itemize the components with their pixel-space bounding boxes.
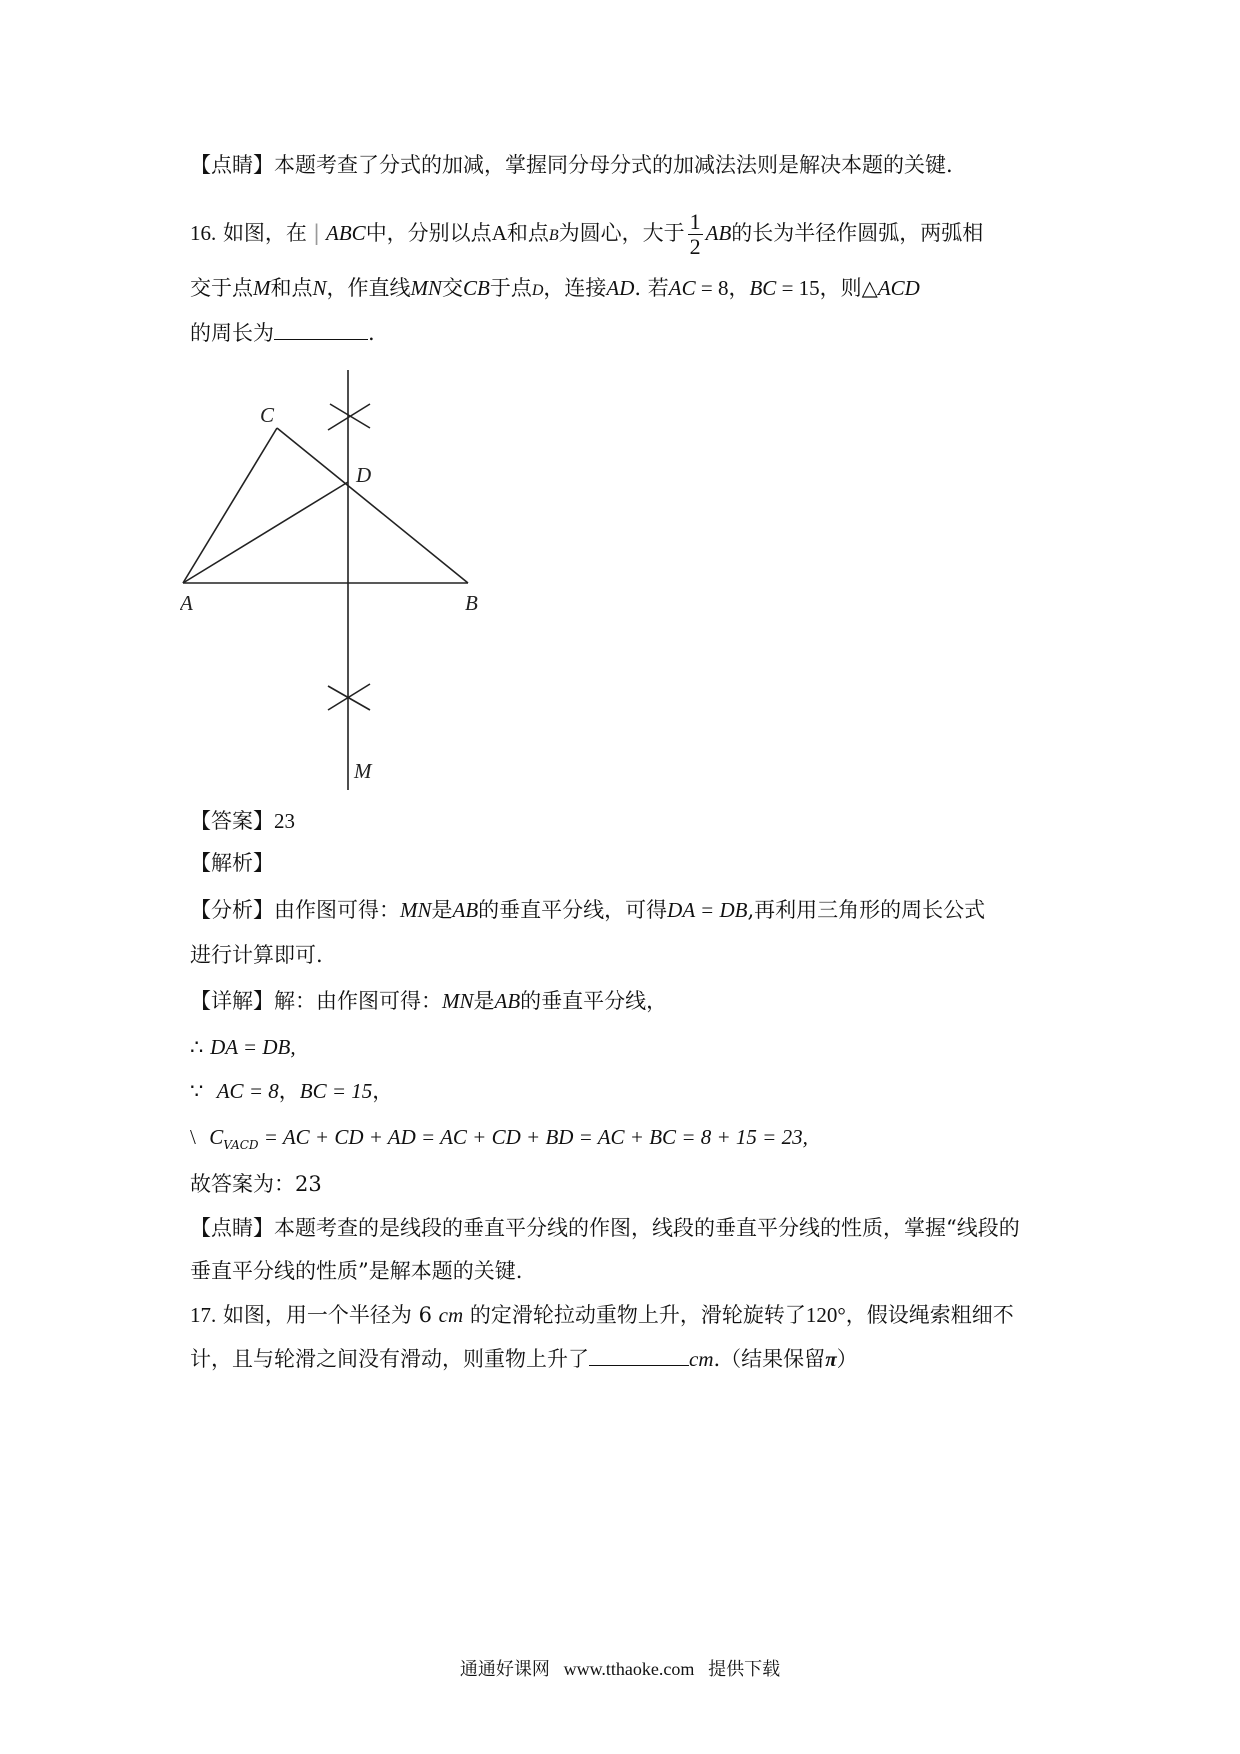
xiangjie-equation-1: DA = DB, bbox=[210, 1035, 296, 1059]
q16-line-1 bbox=[190, 210, 983, 259]
fenxi-text: 的垂直平分线，可得 bbox=[478, 898, 668, 922]
q16-text: 为圆心，大于 bbox=[558, 221, 685, 245]
note-tag: 【点睛】 bbox=[190, 1216, 274, 1240]
fenxi-text: 进行计算即可. bbox=[190, 943, 323, 967]
note-text: 垂直平分线的性质”是解本题的关键. bbox=[190, 1259, 523, 1283]
label-d: D bbox=[356, 463, 372, 487]
label-b: B bbox=[465, 591, 478, 615]
q16-point-d: D bbox=[531, 282, 544, 299]
q16-text: 如图，在 bbox=[222, 221, 307, 245]
label-c: C bbox=[260, 403, 275, 427]
perimeter-subscript: VACD bbox=[223, 1138, 259, 1152]
q16-text: ，连接 bbox=[543, 276, 607, 300]
q16-bc-value: = 15 bbox=[776, 276, 820, 300]
segment-ad bbox=[183, 482, 348, 583]
note-line-2 bbox=[190, 1213, 1020, 1243]
note-line-3 bbox=[190, 1256, 522, 1286]
q16-text: . 若 bbox=[634, 276, 669, 300]
q16-segment-ab: AB bbox=[705, 221, 732, 245]
final-answer: 故答案为：23 bbox=[190, 1172, 322, 1196]
q16-point-b: B bbox=[548, 227, 559, 244]
q17-text: 计，且与轮滑之间没有滑动，则重物上升了 bbox=[190, 1347, 589, 1371]
q17-text: 的定滑轮拉动重物上升，滑轮旋转了 bbox=[469, 1303, 806, 1327]
q16-text: 的周长为 bbox=[190, 321, 274, 345]
footer-site-name: 通通好课网 bbox=[459, 1659, 550, 1680]
geometry-figure bbox=[180, 370, 500, 790]
q16-text: ，作直线 bbox=[326, 276, 411, 300]
because-symbol: ∵ bbox=[190, 1079, 204, 1103]
fenxi-equation: DA = DB bbox=[667, 898, 748, 922]
xiangjie-text: 的垂直平分线， bbox=[520, 989, 668, 1013]
footer-note: 提供下载 bbox=[708, 1659, 781, 1680]
answer-blank bbox=[274, 321, 368, 340]
therefore-symbol: ∴ bbox=[190, 1035, 204, 1059]
xiangjie-ac: AC = 8 bbox=[216, 1079, 279, 1103]
backslash-symbol: \ bbox=[190, 1125, 196, 1149]
xiangjie-bc: BC = 15 bbox=[299, 1079, 373, 1103]
xiangjie-line-5 bbox=[190, 1169, 322, 1199]
q16-segment-ad: AD bbox=[606, 276, 635, 300]
xiangjie-line-4 bbox=[190, 1122, 808, 1160]
segment-cb bbox=[277, 428, 468, 583]
fenxi-mn: MN bbox=[400, 898, 432, 922]
note-tag: 【点睛】 bbox=[190, 153, 274, 177]
q16-text: 和点 bbox=[506, 221, 549, 245]
q17-text: ，假设绳索粗细不 bbox=[845, 1303, 1014, 1327]
q16-triangle: ABC bbox=[326, 221, 366, 245]
q16-line-3 bbox=[190, 318, 375, 348]
fenxi-tag: 【分析】 bbox=[190, 898, 274, 922]
analysis-tag: 【解析】 bbox=[190, 851, 274, 875]
label-m: M bbox=[354, 759, 372, 783]
fenxi-line-1 bbox=[190, 895, 985, 925]
fenxi-text: 是 bbox=[431, 898, 453, 922]
xiangjie-line-1 bbox=[190, 986, 667, 1016]
q16-text: ，则△ bbox=[819, 276, 878, 300]
xiangjie-text: 是 bbox=[473, 989, 495, 1013]
page-footer bbox=[0, 1655, 1240, 1681]
xiangjie-mn: MN bbox=[442, 989, 474, 1013]
q17-number: 17. bbox=[190, 1303, 217, 1327]
half-fraction bbox=[688, 210, 703, 259]
fraction-numerator: 1 bbox=[689, 209, 701, 234]
q16-triangle-acd: ACD bbox=[877, 276, 920, 300]
q16-point-a: A bbox=[491, 221, 507, 245]
q17-text: .（结果保留 bbox=[713, 1347, 826, 1371]
perimeter-symbol: C bbox=[209, 1125, 224, 1149]
answer-tag: 【答案】 bbox=[190, 809, 274, 833]
q17-degree: 120° bbox=[805, 1303, 846, 1327]
answer-line bbox=[190, 806, 295, 836]
fenxi-text: ,再利用三角形的周长公式 bbox=[747, 898, 986, 922]
q16-text: 于点 bbox=[489, 276, 532, 300]
xiangjie-text: ， bbox=[278, 1079, 300, 1103]
q16-text: 和点 bbox=[270, 276, 313, 300]
arc-mark-top-1 bbox=[328, 404, 370, 430]
note-text: 本题考查了分式的加减，掌握同分母分式的加减法法则是解决本题的关键. bbox=[274, 153, 953, 177]
q16-point-n: N bbox=[312, 276, 327, 300]
q16-ac-value: = 8 bbox=[695, 276, 729, 300]
fenxi-line-2 bbox=[190, 940, 323, 970]
footer-url[interactable]: www.tthaoke.com bbox=[563, 1659, 695, 1679]
segment-ac bbox=[183, 428, 277, 583]
q16-text: 的长为半径作圆弧，两弧相 bbox=[731, 221, 984, 245]
fraction-denominator: 2 bbox=[689, 234, 701, 259]
fenxi-text: 由作图可得： bbox=[274, 898, 400, 922]
pi-symbol: π bbox=[825, 1347, 837, 1371]
q17-line-2 bbox=[190, 1344, 858, 1374]
perimeter-equation: = AC + CD + AD = AC + CD + BD = AC + BC = 8 + 15 = 23, bbox=[258, 1125, 808, 1149]
q16-line-mn: MN bbox=[410, 276, 443, 300]
analysis-line bbox=[190, 848, 274, 878]
q17-text: 如图，用一个半径为 6 bbox=[222, 1303, 432, 1327]
answer-blank bbox=[589, 1347, 689, 1366]
q16-ac: AC bbox=[668, 276, 696, 300]
answer-value: 23 bbox=[274, 809, 295, 833]
q17-unit: cm bbox=[689, 1347, 714, 1371]
q16-line-2 bbox=[190, 273, 920, 306]
q16-text: ， bbox=[728, 276, 750, 300]
fenxi-ab: AB bbox=[452, 898, 479, 922]
triangle-symbol-placeholder: | bbox=[312, 221, 321, 245]
q16-bc: BC bbox=[749, 276, 777, 300]
note-line-1 bbox=[190, 150, 953, 180]
q16-text: 交 bbox=[442, 276, 464, 300]
q16-segment-cb: CB bbox=[463, 276, 490, 300]
note-text: 本题考查的是线段的垂直平分线的作图，线段的垂直平分线的性质，掌握“线段的 bbox=[274, 1216, 1020, 1240]
q16-text: . bbox=[368, 321, 375, 345]
q16-text: 交于点 bbox=[190, 276, 253, 300]
xiangjie-line-3 bbox=[190, 1076, 393, 1106]
q16-text: 中，分别以点 bbox=[365, 221, 492, 245]
q16-number: 16. bbox=[190, 221, 217, 245]
q17-unit: cm bbox=[438, 1303, 464, 1327]
label-a: A bbox=[180, 591, 193, 615]
q16-point-m: M bbox=[253, 276, 271, 300]
xiangjie-tag: 【详解】 bbox=[190, 989, 274, 1013]
q17-line-1 bbox=[190, 1300, 1014, 1330]
xiangjie-text: 解：由作图可得： bbox=[274, 989, 442, 1013]
xiangjie-ab: AB bbox=[494, 989, 521, 1013]
xiangjie-line-2 bbox=[190, 1032, 296, 1062]
q17-text: ） bbox=[836, 1347, 858, 1371]
xiangjie-text: ， bbox=[372, 1079, 394, 1103]
